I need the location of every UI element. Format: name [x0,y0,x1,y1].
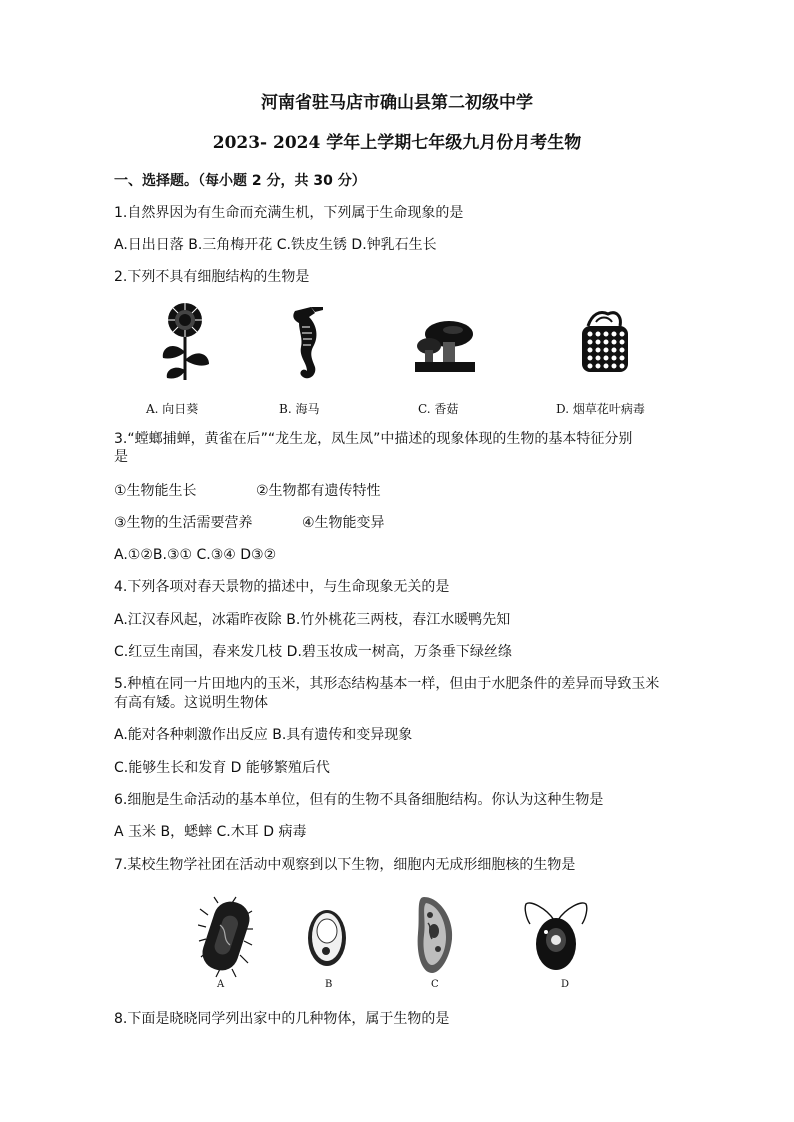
q1-stem: 1.自然界因为有生命而充满生机，下列属于生命现象的是 [114,205,464,221]
q4-stem: 4.下列各项对春天景物的描述中，与生命现象无关的是 [114,579,450,595]
q3-item-1: ①生物能生长 [114,483,197,499]
sunflower-icon [155,300,215,382]
q4-options-line2: C.红豆生南国，春来发几枝 D.碧玉妆成一树高，万条垂下绿丝绦 [114,644,512,660]
mushroom-icon [413,316,477,374]
q2-caption-b: B. 海马 [279,402,320,416]
school-title: 河南省驻马店市确山县第二初级中学 [261,93,533,113]
q8-stem: 8.下面是晓晓同学列出家中的几种物体，属于生物的是 [114,1011,450,1027]
q5-stem-line1: 5.种植在同一片田地内的玉米，其形态结构基本一样，但由于水肥条件的差异而导致玉米 [114,676,660,692]
q6-stem: 6.细胞是生命活动的基本单位，但有的生物不具备细胞结构。你认为这种生物是 [114,792,604,808]
yeast-cell-icon [305,907,349,969]
q2-caption-d: D. 烟草花叶病毒 [556,402,645,416]
q2-caption-a: A. 向日葵 [146,402,199,416]
q3-stem-line2: 是 [114,449,128,465]
virus-icon [578,308,632,376]
q3-options: A.①②B.③① C.③④ D③② [114,547,277,563]
seahorse-icon [285,303,329,385]
q6-options: A 玉米 B，蟋蟀 C.木耳 D 病毒 [114,824,307,840]
bacterium-icon [198,895,254,979]
q3-item-4: ④生物能变异 [302,515,385,531]
q5-options-line1: A.能对各种刺激作出反应 B.具有遗传和变异现象 [114,727,413,743]
paramecium-icon [410,893,458,975]
q2-stem: 2.下列不具有细胞结构的生物是 [114,269,310,285]
q7-caption-d: D [561,979,570,990]
q7-caption-a: A [217,979,225,990]
q7-caption-b: B [325,979,333,990]
q7-stem: 7.某校生物学社团在活动中观察到以下生物，细胞内无成形细胞核的生物是 [114,857,576,873]
section-heading: 一、选择题。（每小题 2 分，共 30 分） [114,173,366,189]
q5-stem-line2: 有高有矮。这说明生物体 [114,695,268,711]
q1-options: A.日出日落 B.三角梅开花 C.铁皮生锈 D.钟乳石生长 [114,237,437,253]
q2-caption-c: C. 香菇 [418,402,459,416]
exam-title: 2023- 2024 学年上学期七年级九月份月考生物 [212,133,582,153]
q3-stem-line1: 3.“螳螂捕蝉，黄雀在后”“龙生龙，凤生凤”中描述的现象体现的生物的基本特征分别 [114,431,633,447]
q7-caption-c: C [431,979,439,990]
q3-item-3: ③生物的生活需要营养 [114,515,253,531]
q5-options-line2: C.能够生长和发育 D 能够繁殖后代 [114,760,330,776]
q3-item-2: ②生物都有遗传特性 [256,483,381,499]
chlamydomonas-icon [524,892,588,974]
q4-options-line1: A.江汉春风起，冰霜昨夜除 B.竹外桃花三两枝，春江水暖鸭先知 [114,612,511,628]
